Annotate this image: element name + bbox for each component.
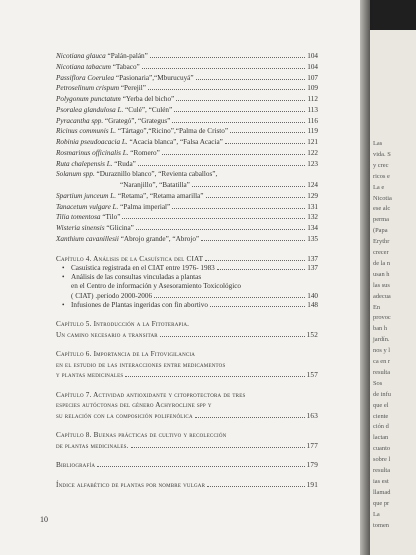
chapter-page: 152 [306,330,318,339]
entry-page: 135 [307,234,318,243]
chapter-line: Capítulo 5. Introducción a la Fitoterapia. [56,320,190,329]
entry-text [56,83,146,94]
right-page-text: Las [373,140,383,147]
common-name: “Tártago”,“Ricino”,“Palma de Cristo” [117,127,229,136]
scientific-name: Rosmarinus officinalis L. [56,148,129,157]
bullet: • [62,273,65,282]
scientific-name: Xanthium cavanillesii [56,234,119,243]
chapter-page: 191 [306,480,318,489]
right-page-text: ias est [373,477,389,485]
subsection-page: 140 [307,291,318,300]
entry-page: 121 [307,138,318,146]
subsection-line: Análisis de las consultas vinculadas a plantas [71,273,202,282]
scientific-name: Ruta chalepensis L. [56,159,113,168]
chapter-4 [56,254,318,311]
entry-page: 119 [307,127,318,136]
entry-text [56,148,160,159]
book-gutter [360,0,370,555]
chapter-entry [56,390,318,422]
entry-text [56,94,174,105]
entry-text [56,223,134,234]
toc-entry [56,51,318,62]
dot-leader [150,57,305,58]
bullet: • [62,264,65,272]
toc-entry [56,180,318,191]
toc-entry [56,223,318,234]
subsection-text: Infusiones de Plantas ingeridas con fin abortivo [71,300,208,309]
chapter-page: 177 [306,441,318,450]
dot-leader [138,165,305,166]
scientific-name: Ricinus communis L. [56,127,117,136]
right-page-text: que el [373,401,389,409]
subsection-line [71,301,318,310]
entry-page: 104 [307,62,318,71]
entry-text [120,180,190,191]
scientific-name: Solanum spp. [56,170,95,179]
toc-entry [56,148,318,159]
chapter-text: Un camino necesario a transitar [56,330,158,339]
entry-page: 124 [307,181,318,189]
chapter-page: 179 [306,461,318,470]
common-name: “Romero” [130,148,160,157]
subsection [62,301,318,310]
common-name: “Tabaco” [112,62,140,71]
chapter-line: en el estudio de las interacciones entre medicamentos [56,360,226,369]
right-page-text: provoc [373,314,391,322]
subsection-line: en el Centro de información y Asesoramiento Toxicológico [71,282,242,291]
toc-entry [56,116,318,127]
scientific-name: Psoralea glandulosa L. [56,105,124,114]
entry-page: 131 [307,202,318,211]
subsection-text: Casuística registrada en el CIAT entre 1976- 1983 [71,264,215,272]
toc-entry [56,159,318,170]
right-page-text: crecer [373,249,389,256]
dot-leader [210,306,305,307]
right-page-text: llamad [373,488,391,496]
common-name: “Yerba del bicho” [122,95,175,103]
toc-entry [56,105,318,116]
subsection-body [71,273,318,301]
right-page-text: adecua [373,292,391,300]
scientific-name: Nicotiana tabacum [56,62,111,71]
bullet: • [62,300,65,309]
right-page-text: Sos [373,379,383,387]
chapter-line [56,480,318,491]
common-name: “Ruda” [114,159,136,168]
scientific-name: Tilia tomentosa [56,213,101,222]
entry-text [56,105,172,116]
right-page-text: vida. S [373,150,391,158]
chapter-line [56,460,318,471]
chapter-line [56,411,318,422]
scientific-name: Pyracantha spp. [56,116,104,125]
dot-leader [207,486,305,487]
dot-leader [205,260,305,261]
chapter-heading [56,254,318,265]
chapter-text: Índice alfabético de plantas por nombre vulgar [56,480,206,489]
toc-entry [56,94,318,105]
chapter-text: su relación con la composición polifenólica [56,411,193,420]
common-name: “Glicina” [106,224,134,232]
entry-text [56,212,120,223]
table-of-contents [56,51,318,490]
entry-page: 122 [307,148,318,157]
common-name: “Retama”, “Retama amarilla” [117,191,204,200]
dot-leader [131,447,305,448]
dot-leader [136,229,305,230]
toc-entry [56,73,318,84]
common-name: “Tilo” [102,213,121,222]
chapter-text: Bibliografía [56,461,96,470]
toc-entry [56,62,318,73]
right-page-text: perma [373,216,389,224]
right-page-text: resulta [373,368,391,376]
entry-page: 104 [307,52,318,60]
chapter-line [56,441,318,452]
right-page-text: sobre l [373,456,391,464]
subsection-line [71,264,318,273]
right-page-text: de la n [373,259,391,267]
chapter-line: Capítulo 8. Buenas prácticas de cultivo y recolección [56,431,227,440]
right-page-text: ca en r [373,358,391,365]
entry-text [56,202,170,213]
dot-leader [176,100,305,101]
chapter-entry [56,460,318,471]
chapter-line: Capítulo 7. Actividad antioxidante y citoprotectora de tres [56,390,246,399]
subsection-body [71,301,318,310]
chapter-entry [56,430,318,451]
common-name: “Perejil” [120,84,146,93]
toc-entry [56,191,318,202]
entry-text [56,51,148,62]
right-page-text: Erythr [373,238,390,246]
entry-page: 123 [307,159,318,168]
dot-leader [192,186,305,187]
subsection-line [71,292,318,301]
entry-page: 112 [307,95,318,103]
dot-leader [225,143,305,144]
right-page-text: (Papa [373,227,388,235]
right-page-text: ción d [373,423,389,431]
toc-entry [56,169,318,180]
dot-leader [142,68,305,69]
toc-entry [56,137,318,148]
toc-entry [56,126,318,137]
right-page-text: las sus [373,281,390,289]
right-page-text: La [373,510,380,518]
common-name: “Palán-palán” [107,52,148,60]
scientific-name: Petroselinum crispum [56,84,120,93]
common-name: “Duraznillo blanco”, “Revienta caballos”, [96,170,218,179]
right-page-text: ciente [373,412,389,420]
right-page-text: lactan [373,434,389,442]
toc-entry [56,234,318,245]
dot-leader [195,417,305,418]
right-page-text: En [373,303,381,311]
dot-leader [97,466,304,467]
chapter-entry [56,349,318,381]
chapter-entry [56,480,318,491]
subsection-body [71,264,318,273]
dot-leader [160,336,305,337]
common-name: “Palma imperial” [120,202,171,211]
entry-text [56,159,136,170]
toc-entry [56,83,318,94]
common-name: “Pasionaria”,“Mburucuyá” [115,73,194,82]
common-name: “Acacia blanca”, “Falsa Acacia” [129,138,223,146]
common-name: “Abrojo grande”, “Abrojo” [120,234,200,243]
chapter-page: 137 [307,254,318,263]
dot-leader [174,111,305,112]
dot-leader [125,376,304,377]
entry-page: 107 [307,73,318,82]
page-number: 10 [40,515,48,524]
scientific-name: Tanacetum vulgare L. [56,202,119,211]
subsection-page: 137 [307,264,318,272]
entry-page: 134 [307,224,318,232]
dot-leader [154,297,305,298]
toc-entry [56,212,318,223]
scientific-name: Wisteria sinensis [56,224,105,232]
dot-leader [206,197,306,198]
scientific-name: Spartium junceum L. [56,191,117,200]
right-page-text: nos y l [373,347,391,355]
entry-text [56,126,228,137]
common-name: “Naranjillo”, “Batatilla” [120,181,190,189]
toc-entry [56,202,318,213]
chapter-page: 157 [306,371,318,380]
right-page-text: ricos e [373,172,390,180]
chapter-line: especies autóctonas del género Achyrocline spp y [56,401,212,410]
dot-leader [172,122,305,123]
entry-text [56,116,170,127]
entry-page: 109 [307,84,318,93]
chapter-page: 163 [306,411,318,420]
chapter-line [56,370,318,381]
right-page-text: usan h [373,270,390,278]
scientific-name: Passiflora Coerulea [56,73,115,82]
dot-leader [122,218,305,219]
right-page-text: que pr [373,499,390,507]
chapter-line [56,330,318,341]
dot-leader [148,89,305,90]
entry-text [56,169,217,180]
right-page-text: Nicotia [373,194,392,202]
dot-leader [162,154,305,155]
entry-text [56,137,223,148]
entry-text [56,234,199,245]
common-name: “Grategó”, “Grategus” [104,116,171,125]
chapter-entry [56,319,318,340]
right-page-text: y crec [373,161,389,169]
subsection-page: 148 [307,300,318,309]
entry-text [56,73,194,84]
common-name: “Culé”, “Culén” [125,105,173,114]
entry-text [56,191,204,202]
entry-text [56,62,140,73]
entry-page: 129 [307,191,318,200]
chapter-line: Capítulo 6. Importancia de la Fitovigilancia [56,350,196,359]
book-page-right [370,30,416,555]
subsection-text: ( CIAT) .periodo 2000-2006 [71,291,153,300]
dot-leader [217,269,305,270]
scientific-name: Robinia pseudoacacia L. [56,138,128,146]
right-page-text: La e [373,183,385,191]
right-page-text: jardín. [373,336,390,344]
scientific-name: Nicotiana glauca [56,52,106,60]
subsection [62,264,318,273]
chapter-title: Capítulo 4. Análisis de la Casuística del CIAT [56,254,204,263]
right-page-text: tomen [373,521,389,529]
right-page-text: cuanto [373,445,391,453]
scientific-name: Polygonum punctatum [56,95,121,103]
dot-leader [201,240,305,241]
right-page-text: resulta [373,467,391,474]
dot-leader [172,208,305,209]
entry-page: 116 [307,116,318,125]
right-page-text: de infu [373,390,391,398]
subsection [62,273,318,301]
entry-page: 113 [307,105,318,114]
right-page-text: ese alc [373,205,391,213]
chapter-text: y plantas medicinales [56,371,124,380]
dot-leader [196,79,306,80]
dot-leader [230,132,305,133]
entry-page: 132 [307,213,318,222]
right-page-text: ban h [373,325,388,333]
chapter-text: de plantas medicinales. [56,441,129,450]
